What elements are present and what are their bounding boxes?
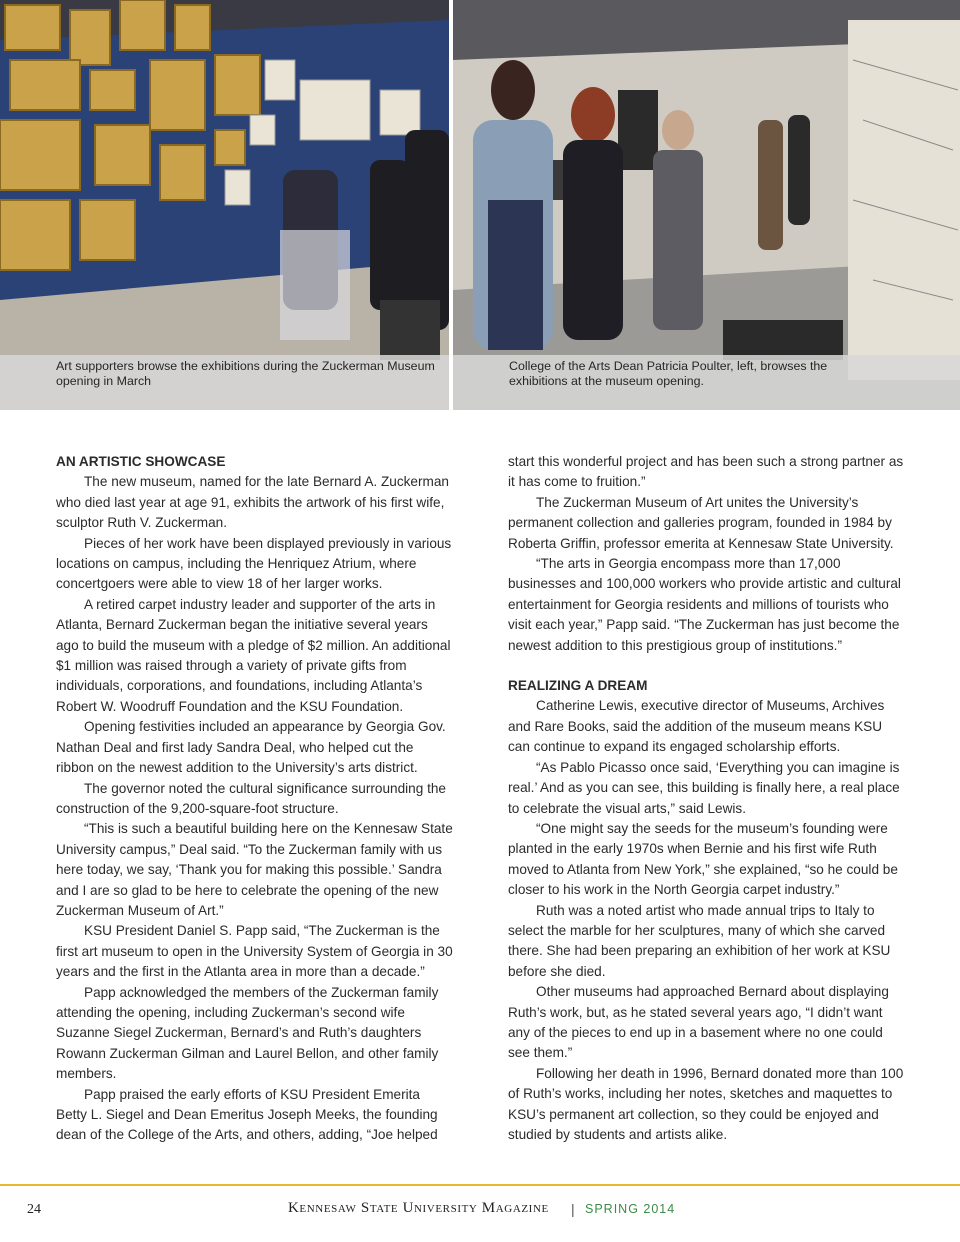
article-paragraph-continuation: start this wonderful project and has been such a strong partner as it has come to fruition.” xyxy=(508,454,904,490)
footer-separator: | xyxy=(571,1201,575,1217)
article-column-right xyxy=(508,452,906,1145)
article-paragraph: KSU President Daniel S. Papp said, “The Zuckerman is the first art museum to open in the University System of Georgia in 30 years and the first in the Atlanta area in more than a decade.” xyxy=(56,923,453,980)
photo-caption-right: College of the Arts Dean Patricia Poulter, left, browses the exhibitions at the museum opening. xyxy=(509,359,828,388)
article-paragraph: The Zuckerman Museum of Art unites the University’s permanent collection and galleries program, founded in 1984 by Roberta Griffin, professor emerita at Kennesaw State University. xyxy=(508,494,894,551)
photo-caption-left: Art supporters browse the exhibitions during the Zuckerman Museum opening in March xyxy=(56,359,435,388)
magazine-title: Kennesaw State University Magazine xyxy=(288,1200,549,1216)
photo-dean-poulter xyxy=(453,0,960,410)
article-paragraph: A retired carpet industry leader and supporter of the arts in Atlanta, Bernard Zuckerman began the initiative several years ago to build the museum with a pledge of $2 million. An additional $1 million was raised through a variety of private gifts from individuals, corporations, and foundations, including Atlanta’s Robert W. Woodruff Foundation and the KSU Foundation. xyxy=(56,596,451,714)
article-paragraph: “This is such a beautiful building here on the Kennesaw State University campus,” Deal said. “To the Zuckerman family with us here today, we say, ‘Thank you for making this possible.’ Sandra and I are so glad to be here to celebrate the opening of the new Zuckerman Museum of Art.” xyxy=(56,821,453,918)
article-paragraph: Pieces of her work have been displayed previously in various locations on campus, including the Henriquez Atrium, where concertgoers were able to view 18 of her larger works. xyxy=(56,535,452,592)
photo-gallery-wall xyxy=(0,0,449,410)
museum-visitors-illustration xyxy=(453,0,960,410)
page-number: 24 xyxy=(27,1202,41,1217)
article-paragraph: Catherine Lewis, executive director of Museums, Archives and Rare Books, said the addition of the museum means KSU can continue to expand its engaged scholarship efforts. xyxy=(508,698,885,755)
article-paragraph: “The arts in Georgia encompass more than 17,000 businesses and 100,000 workers who provide artistic and cultural entertainment for Georgia residents and millions of tourists who visit each year,” Papp said. “The Zuckerman has just become the newest addition to this prestigious group of institutions.” xyxy=(508,556,901,653)
article-column-left xyxy=(56,452,454,1146)
issue-label: SPRING 2014 xyxy=(585,1202,676,1216)
article-paragraph: Following her death in 1996, Bernard donated more than 100 of Ruth’s works, including her notes, sketches and maquettes to KSU’s permanent art collection, so they could be enjoyed and studied by students and artists alike. xyxy=(508,1065,904,1142)
section-spacer xyxy=(508,656,906,676)
gallery-wall-illustration xyxy=(0,0,449,410)
article-paragraph: “As Pablo Picasso once said, ‘Everything you can imagine is real.’ And as you can see, this building is finally here, a real place to celebrate the visual arts,” said Lewis. xyxy=(508,759,900,816)
article-paragraph: Other museums had approached Bernard about displaying Ruth’s work, but, as he stated several years ago, “I didn’t want any of the pieces to end up in a basement where no one could see them.” xyxy=(508,984,889,1061)
article-paragraph: Papp praised the early efforts of KSU President Emerita Betty L. Siegel and Dean Emeritus Joseph Meeks, the founding dean of the College of the Arts, and others, adding, “Joe helped xyxy=(56,1086,438,1143)
article-paragraph: Ruth was a noted artist who made annual trips to Italy to select the marble for her sculptures, many of which she carved there. She had been preparing an exhibition of her work at KSU before she died. xyxy=(508,902,891,979)
section-heading-artistic-showcase: AN ARTISTIC SHOWCASE xyxy=(56,454,226,469)
section-heading-realizing-a-dream: REALIZING A DREAM xyxy=(508,678,648,694)
article-paragraph: Papp acknowledged the members of the Zuckerman family attending the opening, including Zuckerman’s second wife Suzanne Siegel Zuckerman, Bernard’s and Ruth’s daughters Rowann Zuckerman Gilman and Laurel Bellon, and other family members. xyxy=(56,984,439,1082)
article-paragraph: The new museum, named for the late Bernard A. Zuckerman who died last year at age 91, exhibits the artwork of his first wife, sculptor Ruth V. Zuckerman. xyxy=(56,474,449,531)
article-paragraph: The governor noted the cultural significance surrounding the construction of the 9,200-square-foot structure. xyxy=(56,780,446,816)
article-paragraph: Opening festivities included an appearance by Georgia Gov. Nathan Deal and first lady Sandra Deal, who helped cut the ribbon on the newest addition to the University’s arts district. xyxy=(56,719,446,776)
footer-rule xyxy=(0,1184,960,1186)
article-paragraph: “One might say the seeds for the museum’s founding were planted in the early 1970s when Bernie and his first wife Ruth moved to Atlanta from New York,” she explained, “so he could be closer to his work in the North Georgia carpet industry.” xyxy=(508,820,898,898)
